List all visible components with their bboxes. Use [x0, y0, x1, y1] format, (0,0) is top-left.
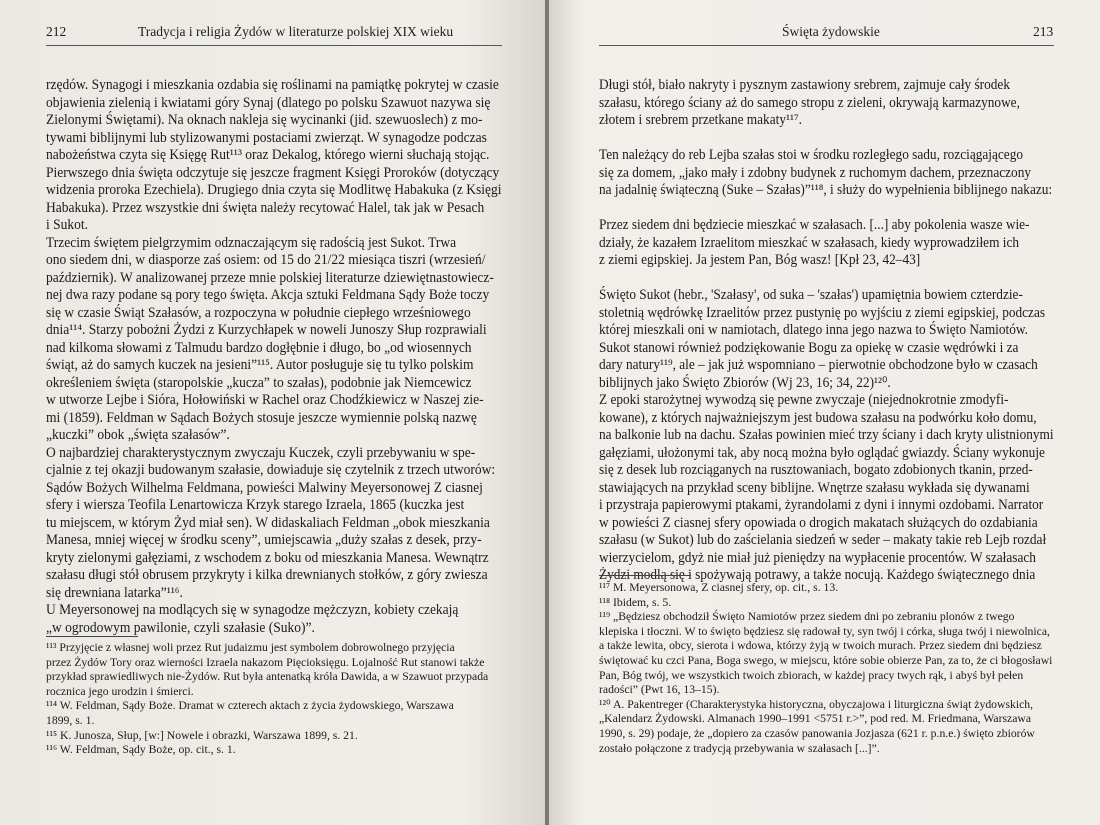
text-line: Sukot stanowi również podziękowanie Bogu za opiekę w czasie wędrówki i za: [599, 339, 1019, 356]
text-line: Żydzi modlą się i spożywają potrawy, a także nocują. Każdego świątecznego dnia: [599, 567, 1036, 583]
header-rule: [46, 45, 502, 46]
text-line: szałasu, którego ściany aż do samego stropu z zieleni, okrywają karmazynowe,: [599, 94, 1020, 111]
footnote-line: ¹¹⁷ M. Meyersonowa, Z ciasnej sfery, op. cit., s. 13.: [599, 581, 839, 594]
text-line: nad kilkoma słowami z Talmudu bardzo dogłębnie i długo, bo „od wiosennych: [46, 339, 472, 356]
text-line: [599, 130, 1054, 148]
text-line: sfery i wiersza Teofila Lenartowicza Krzyk starego Izraela, 1865 (kuczka jest: [46, 497, 465, 513]
text-line: Ten należący do reb Lejba szałas stoi w środku rozległego sadu, rozciągającego: [599, 147, 1024, 163]
text-line: nej dwa razy podane są pory tego święta. Akcja sztuki Feldmana Sądy Boże toczy: [46, 287, 490, 303]
text-line: Długi stół, biało nakryty i pysznym zastawiony srebrem, zajmuje cały środek: [599, 77, 1010, 93]
footnote-line: a także lewita, obcy, sierota i wdowa, którzy żyją w twoich murach. Przez siedem dni będziesz: [599, 639, 1042, 653]
text-line: tywami biblijnymi lub stylizowanymi postaciami zwierząt. W synagodze podczas: [46, 129, 487, 146]
text-line: wierzycielom, gdyż nie miał już pieniędzy na wypłacenie procentów. W szałasach: [599, 549, 1036, 566]
text-line: szałasu (w Sukot) lub do zaścielania siedzeń w seder – makaty takie reb Lejb rozdał: [599, 532, 1047, 548]
text-line: szałasu długi stół obrusem przykryty i kilka drewnianych stołków, z góry zwiesza: [46, 567, 488, 583]
body-text: [46, 77, 532, 637]
text-line: mi (1859). Feldman w Sądach Bożych stosuje jeszcze wymiennie polską nazwę: [46, 409, 477, 426]
text-line: Święto Sukot (hebr., 'Szałasy', od suka – 'szałas') upamiętnia bowiem czterdzie-: [599, 287, 1023, 303]
text-line: O najbardziej charakterystycznym zwyczaju Kuczek, czyli przebywaniu w spe-: [46, 444, 476, 461]
footnote-line: przykład sprawiedliwych nie-Żydów. Rut była antenatką króla Dawida, a w Szawuot przypada: [46, 670, 489, 684]
text-line: na jadalnię świąteczną (Suke – Szałas)”¹¹⁸, i służy do wypełnienia biblijnego nakazu:: [599, 182, 1053, 198]
page-number: 212: [46, 24, 67, 39]
running-header: Święta żydowskie: [782, 24, 880, 39]
text-line: dnia¹¹⁴. Starzy pobożni Żydzi z Kurzychłapek w noweli Junoszy Słup rozprawiali: [46, 322, 487, 338]
text-line: się za domem, „jako mały i zdobny budynek z ruchomym dachem, przeznaczony: [599, 164, 1032, 181]
text-line: „kuczki” obok „święta szałasów”.: [46, 427, 230, 443]
text-line: i Sukot.: [46, 217, 89, 233]
text-line: i przystraja papierowymi ptakami, żyrandolami z dyni i innymi ozdobami. Narrator: [599, 497, 1044, 513]
text-line: widzenia proroka Ezechiela). Drugiego dnia czyta się Modlitwę Habakuka (z Księgi: [46, 182, 502, 198]
footnote-line: Pan, Bóg twój, we wszystkich twoich zbiorach, w każdej pracy twych rąk, i abyś był pełen: [599, 668, 1024, 682]
text-line: Habakuka). Przez wszystkie dni święta należy recytować Halel, tak jak w Pesach: [46, 199, 485, 216]
text-line: Sądów Bożych Wilhelma Feldmana, powieści Malwiny Meyersonowej Z ciasnej: [46, 479, 483, 496]
text-line: Przez siedem dni będziecie mieszkać w szałasach. [...] aby pokolenia wasze wie-: [599, 217, 1030, 233]
footnote-line: 1990, s. 29) podaje, że „dopiero za czasów panowania Jozjasza (621 r. p.n.e.) święto zbiorów: [599, 726, 1035, 740]
text-line: objawienia zielenią i kwiatami góry Synaj (dlatego po polsku Szawuot nazywa się: [46, 94, 491, 111]
text-line: nabożeństwa czyta się Księgę Rut¹¹³ oraz Dekalog, którego wierni słuchają stojąc.: [46, 147, 490, 163]
footnote-line: ¹¹⁶ W. Feldman, Sądy Boże, op. cit., s. 1.: [46, 743, 236, 757]
text-line: się w czasie Świąt Szałasów, a rozpoczyna w południe ciepłego wrześniowego: [46, 304, 471, 321]
footnotes: [46, 641, 488, 758]
footnote-line: radości” (Pwt 16, 13–15).: [599, 683, 720, 697]
footnote-rule: [46, 636, 138, 637]
footnote-line: ¹¹³ Przyjęcie z własnej woli przez Rut judaizmu jest symbolem dobrowolnego przyjęcia: [46, 641, 455, 654]
footnote-line: ¹¹⁹ „Będziesz obchodził Święto Namiotów przez siedem dni po zebraniu plonów z twego: [599, 610, 1015, 624]
text-line: której mieszkali oni w namiotach, dlatego inna jego nazwa to Święto Namiotów.: [599, 322, 1028, 338]
footnote-line: świętować ku czci Pana, Boga swego, w miejscu, które sobie obierze Pan, za to, że ci błogosławi: [599, 653, 1053, 667]
text-line: kryty zielonymi gałęziami, z wschodem z boku od mieszkania Manesa. Wewnątrz: [46, 549, 489, 566]
footnote-line: zostało połączone z tradycją przebywania w szałasach [...]”.: [599, 741, 880, 755]
footnote-rule: [599, 575, 691, 576]
text-line: U Meyersonowej na modlących się w synagodze mężczyzn, kobiety czekają: [46, 602, 459, 618]
text-line: Trzecim świętem pielgrzymim odznaczającym się radością jest Sukot. Trwa: [46, 234, 457, 251]
text-line: stoletnią wędrówkę Izraelitów przez pustynię po wyjściu z ziemi egipskiej, podczas: [599, 304, 1046, 321]
page-number: 213: [1033, 24, 1054, 39]
text-line: działy, że kazałem Izraelitom mieszkać w szałasach, kiedy wyprowadziłem ich: [599, 234, 1020, 251]
left-page: [0, 0, 545, 825]
header-rule: [599, 45, 1054, 46]
running-header: Tradycja i religia Żydów w literaturze polskiej XIX wieku: [138, 24, 454, 39]
text-line: Pierwszego dnia święta odczytuje się jeszcze fragment Księgi Proroków (dotyczący: [46, 164, 500, 181]
text-line: tu miejscem, w którym Żyd miał sen). W didaskaliach Feldman „obok mieszkania: [46, 514, 490, 531]
text-line: „w ogrodowym pawilonie, czyli szałasie (Suko)”.: [46, 619, 315, 636]
body-text: [599, 77, 1091, 585]
footnote-line: „Kalendarz Żydowski. Almanach 1990–1991 <5751 r.>”, pod red. M. Friedmana, Warszawa: [599, 712, 1032, 726]
text-line: określeniem święta (staropolskie „kucza” to szałas), podobnie jak Niemcewicz: [46, 374, 472, 391]
footnote-line: przez Żydów Tory oraz wierności Izraela nakazom Pięcioksięgu. Lojalność Rut stanowi także: [46, 655, 485, 669]
text-line: z ziemi egipskiej. Ja jestem Pan, Bóg wasz! [Kpł 23, 42–43]: [599, 252, 921, 268]
text-line: gałęziami, ułożonymi tak, aby nocą można było oglądać gwiazdy. Ściany wykonuje: [599, 444, 1045, 461]
footnotes: [599, 581, 1052, 756]
text-line: kowane), z których najważniejszym jest budowa szałasu na podwórku koło domu,: [599, 409, 1037, 426]
text-line: złotem i srebrem przetkane makaty¹¹⁷.: [599, 112, 802, 128]
footnote-line: ¹¹⁴ W. Feldman, Sądy Boże. Dramat w czterech aktach z życia żydowskiego, Warszawa: [46, 699, 454, 713]
text-line: w utworze Lejbe i Sióra, Hołowiński w Rachel oraz Chodźkiewicz w Naszej zie-: [46, 392, 484, 408]
text-line: na balkonie lub na dachu. Szałas powinien mieć trzy ściany i dach kryty ulistnionymi: [599, 427, 1054, 443]
footnote-line: rocznica jego urodzin i śmierci.: [46, 684, 194, 698]
text-line: [599, 270, 1054, 288]
text-line: się z desek lub rozciąganych na rusztowaniach, bogato zdobionych tkanin, przed-: [599, 462, 1033, 478]
footnote-line: ¹¹⁵ K. Junosza, Słup, [w:] Nowele i obrazki, Warszawa 1899, s. 21.: [46, 728, 358, 742]
text-line: stawiających na przykład sceny biblijne. Wnętrze szałasu wykłada się dywanami: [599, 479, 1030, 496]
footnote-line: 1899, s. 1.: [46, 713, 95, 727]
text-line: ono siedem dni, w diasporze zaś osiem: od 15 do 21/22 miesiąca tiszri (wrzesień/: [46, 252, 486, 268]
text-line: biblijnych jako Święto Zbiorów (Wj 23, 16; 34, 22)¹²⁰.: [599, 374, 891, 391]
footnote-line: klepiska i tłoczni. W to święto będziesz się radował ty, syn twój i córka, sługa twój i niewolnica,: [599, 624, 1050, 638]
footnote-line: ¹²⁰ A. Pakentreger (Charakterystyka historyczna, obyczajowa i liturgiczna świąt żydowskich,: [599, 697, 1034, 711]
text-line: Manesa, mniej więcej w środku sceny”, umiejscawia „duży szałas z desek, przy-: [46, 532, 482, 548]
text-line: dary natury¹¹⁹, ale – jak już wspomniano – pierwotnie obchodzone było w czasach: [599, 357, 1038, 373]
text-line: rzędów. Synagogi i mieszkania ozdabia się roślinami na pamiątkę pokrytej w czasie: [46, 77, 499, 93]
text-line: Z epoki starożytnej wywodzą się pewne zwyczaje (niejednokrotnie zmodyfi-: [599, 392, 1009, 408]
footnote-line: ¹¹⁸ Ibidem, s. 5.: [599, 595, 672, 609]
right-page: [549, 0, 1100, 825]
text-line: się drewniana latarka”¹¹⁶.: [46, 584, 183, 601]
text-line: w powieści Z ciasnej sfery opowiada o drogich makatach służących do ozdabiania: [599, 514, 1038, 531]
text-line: świąt, aż do samych kuczek na jesieni”¹¹⁵. Autor posługuje się tu tylko polskim: [46, 357, 474, 373]
text-line: [599, 200, 1054, 218]
text-line: październik). W analizowanej przeze mnie polskiej literaturze dziewiętnastowiecz-: [46, 269, 494, 286]
text-line: Zielonymi Świętami). Na oknach nakleja się wycinanki (jid. szewuoslech) z mo-: [46, 112, 483, 128]
text-line: cjalnie z tej okazji budowanym szałasie, dowiaduje się czytelnik z trzech utworów:: [46, 462, 496, 478]
